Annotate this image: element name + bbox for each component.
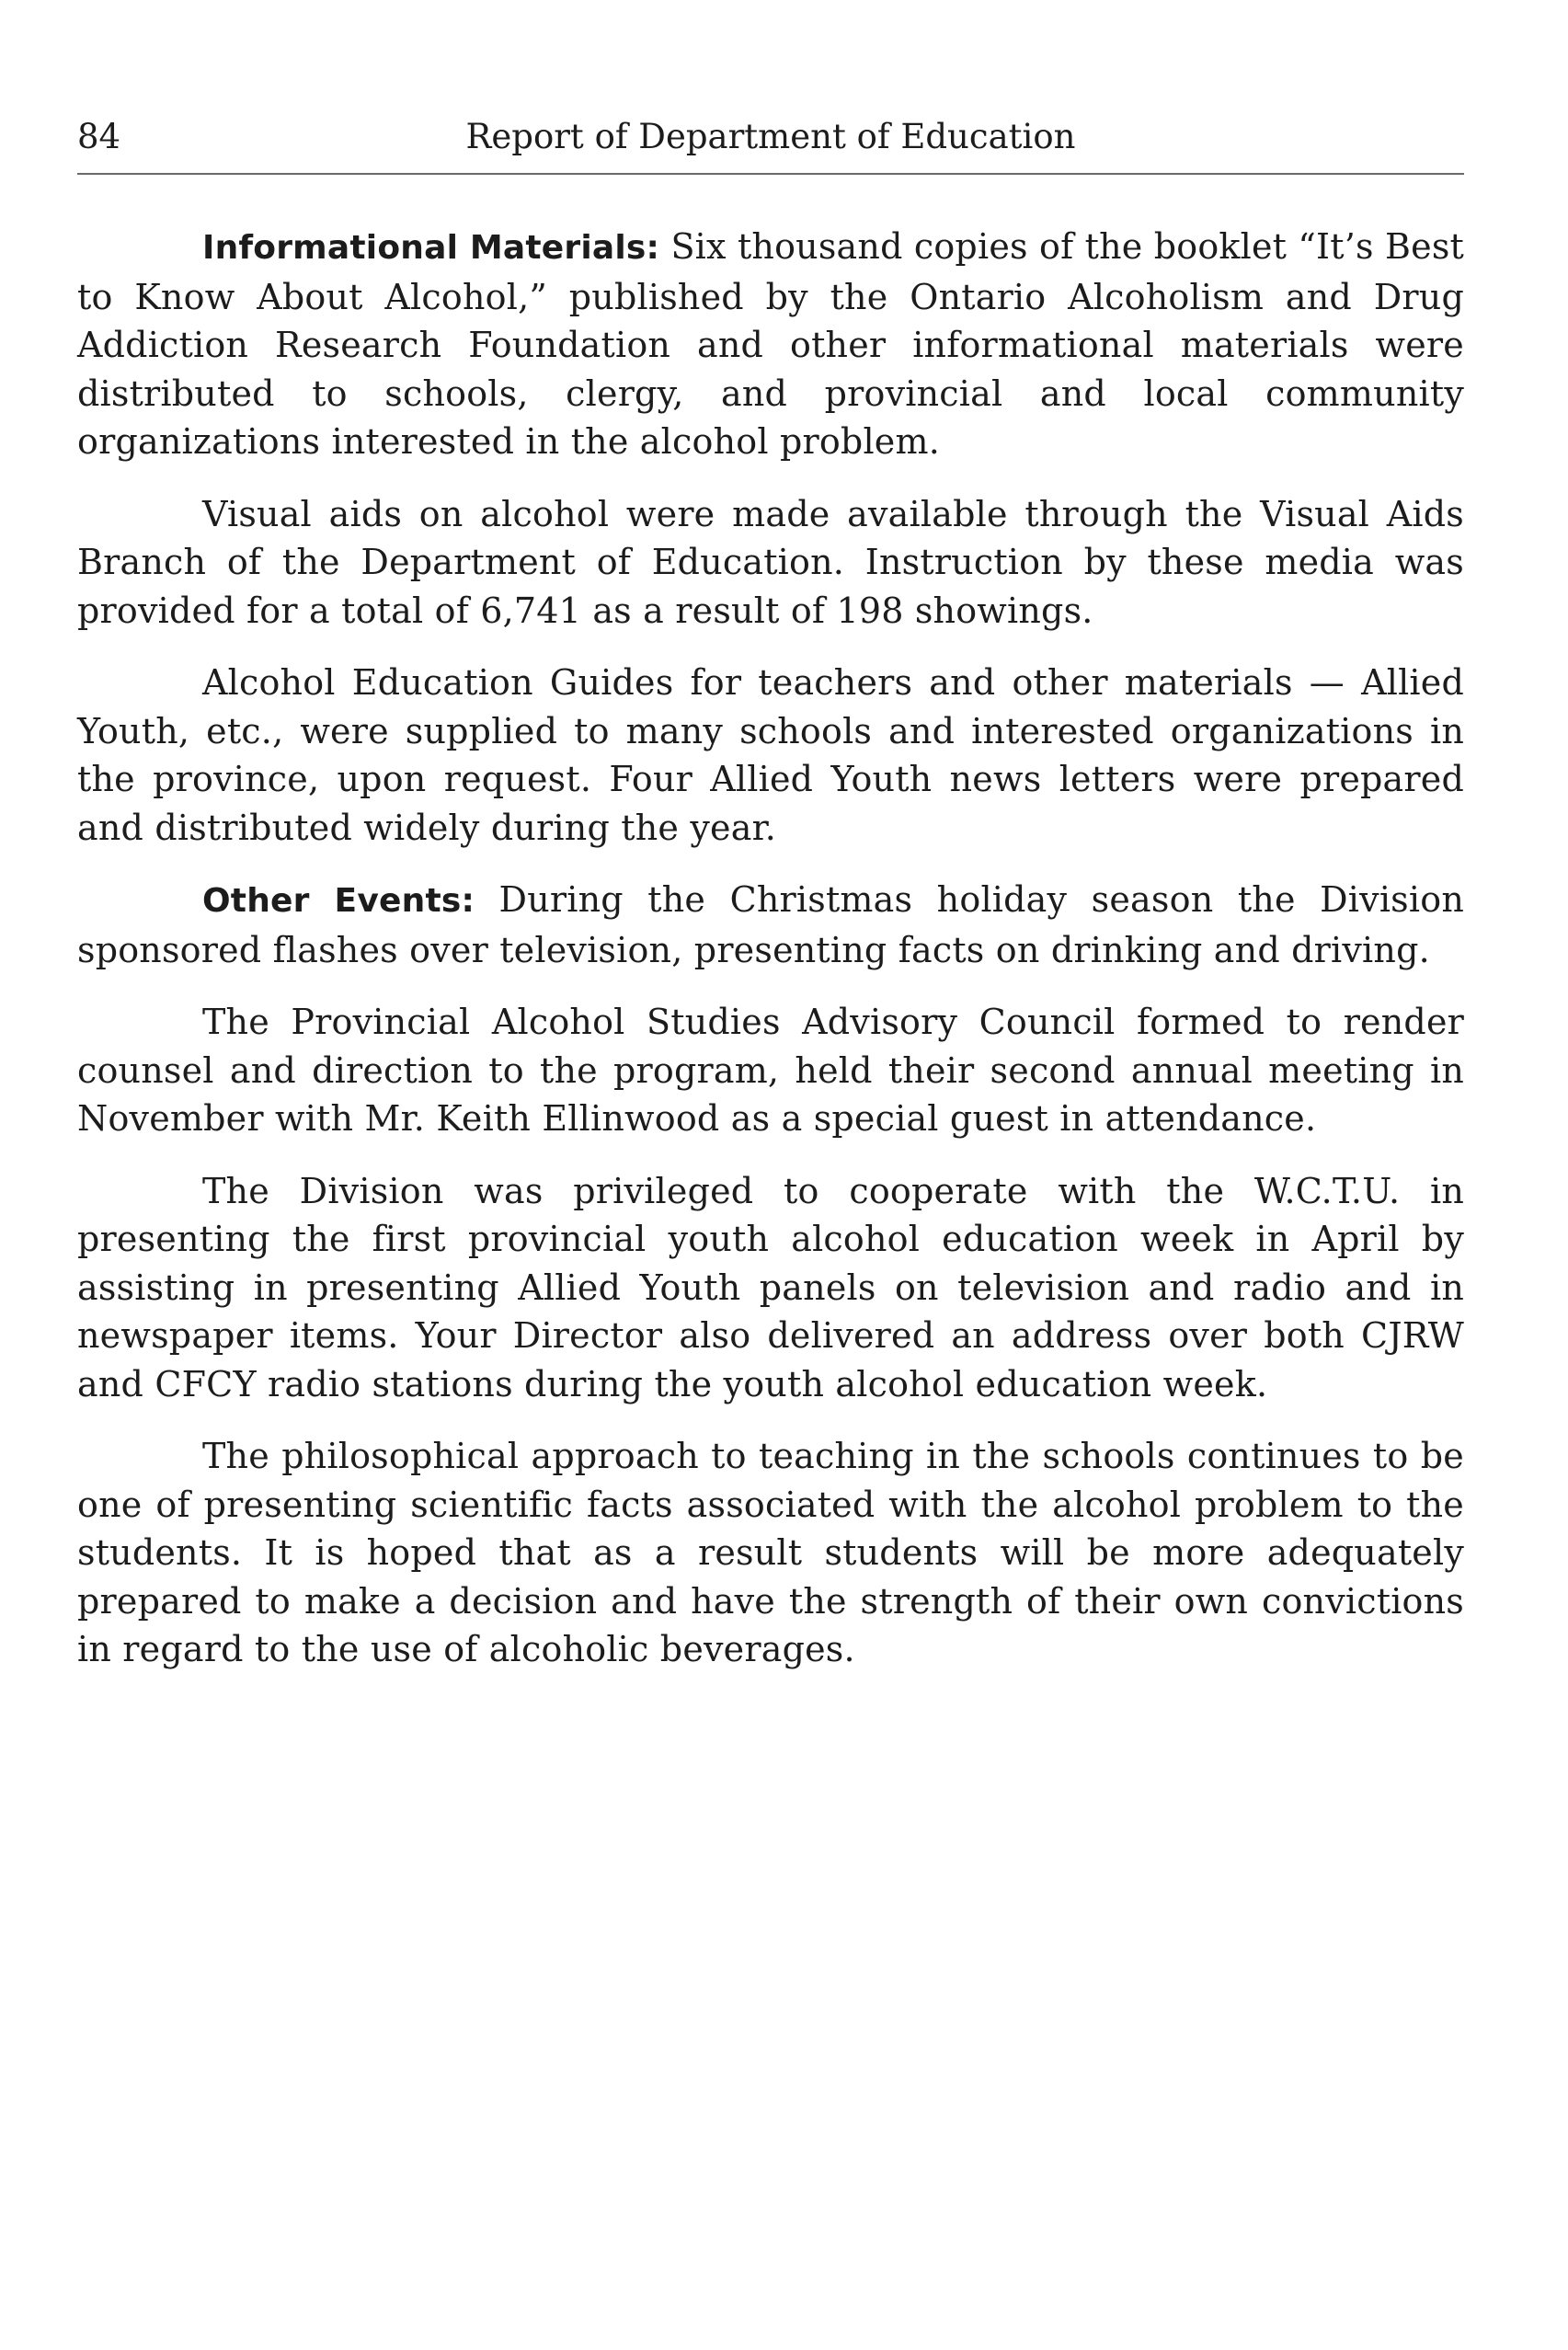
- paragraph-visual-aids: [77, 490, 1464, 636]
- paragraph-advisory-council: [77, 998, 1464, 1143]
- paragraph-text: Alcohol Education Guides for teachers and other materials — Allied Youth, etc., were supplied to many schools and interested organizations in the province, upon request. Four Allied Youth news letters were prepared and distributed widely during the year.: [77, 662, 1464, 848]
- run-in-heading: Other Events:: [202, 882, 475, 920]
- page-number: 84: [77, 117, 121, 156]
- paragraph-text: The Division was privileged to cooperate with the W.C.T.U. in presenting the first provincial youth alcohol education week in April by assisting in presenting Allied Youth panels on television and radio and in newspaper items. Your Director also delivered an address over both CJRW and CFCY radio stations during the youth alcohol education week.: [77, 1170, 1464, 1404]
- paragraph-text: The philosophical approach to teaching in the schools continues to be one of presenting scientific facts associated with the alcohol problem to the students. It is hoped that as a result students will be more adequately prepared to make a decision and have the strength of their own convictions in regard to the use of alcoholic beverages.: [77, 1436, 1464, 1669]
- running-title: Report of Department of Education: [465, 117, 1076, 156]
- run-in-heading: Informational Materials:: [202, 229, 660, 267]
- paragraph-text: During the Christmas holiday season the Division sponsored flashes over television, presenting facts on drinking and driving.: [77, 879, 1464, 970]
- paragraph-text: Six thousand copies of the booklet “It’s Best to Know About Alcohol,” published by the Ontario Alcoholism and Drug Addiction Research Foundation and other informational materials were distributed to schools, clergy, and provincial and local community organizations interested in the alcohol problem.: [77, 226, 1464, 462]
- paragraph-text: Visual aids on alcohol were made available through the Visual Aids Branch of the Department of Education. Instruction by these media was provided for a total of 6,741 as a result of 198 showings.: [77, 493, 1464, 631]
- running-header: [77, 109, 1464, 166]
- header-rule: [77, 173, 1464, 175]
- paragraph-wctu-cooperation: [77, 1167, 1464, 1409]
- paragraph-other-events: [77, 876, 1464, 974]
- paragraph-education-guides: [77, 659, 1464, 852]
- body-text: [77, 223, 1464, 1674]
- document-page: [77, 109, 1464, 1698]
- paragraph-philosophical-approach: [77, 1432, 1464, 1674]
- paragraph-informational-materials: [77, 223, 1464, 466]
- paragraph-text: The Provincial Alcohol Studies Advisory Council formed to render counsel and direction to the program, held their second annual meeting in November with Mr. Keith Ellinwood as a special guest in attendance.: [77, 1002, 1464, 1139]
